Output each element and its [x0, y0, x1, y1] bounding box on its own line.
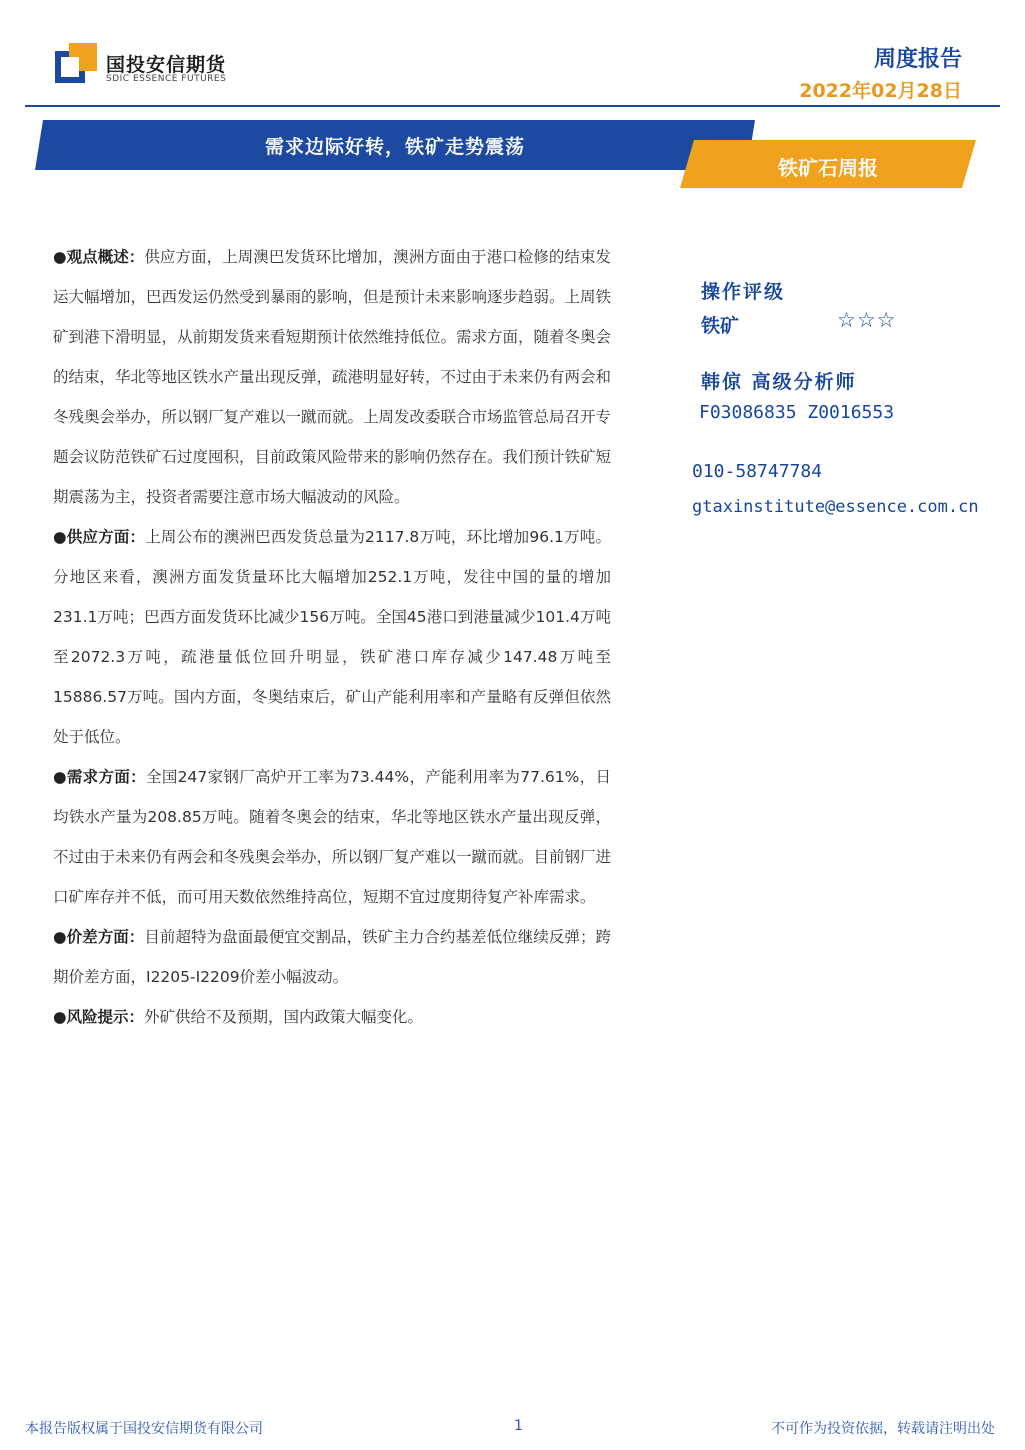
section-risk [53, 997, 611, 1037]
brand-name-en: SDIC ESSENCE FUTURES [106, 74, 227, 84]
company-logo-icon [55, 43, 97, 83]
section-spread [53, 917, 611, 997]
header-divider [25, 105, 1000, 107]
report-type: 周度报告 [873, 47, 962, 72]
brand-name-cn: 国投安信期货 [106, 54, 227, 76]
contact-phone: 010-58747784 [692, 461, 823, 482]
section-label: ●价差方面： [53, 928, 145, 946]
footer-disclaimer: 不可作为投资依据，转载请注明出处 [771, 1421, 995, 1437]
rating-item: 铁矿 [701, 315, 740, 337]
section-label: ●需求方面： [53, 768, 146, 786]
section-label: ●供应方面： [53, 528, 146, 546]
report-date: 2022年02月28日 [799, 80, 962, 102]
section-supply [53, 517, 611, 757]
report-title: 需求边际好转，铁矿走势震荡 [264, 136, 525, 158]
section-text: 供应方面，上周澳巴发货环比增加，澳洲方面由于港口检修的结束发运大幅增加，巴西发运仍然受到暴雨的影响，但是预计未来影响逐步趋弱。上周铁矿到港下滑明显，从前期发货来看短期预计依然维持低位。需求方面，随着冬奥会的结束，华北等地区铁水产量出现反弹，疏港明显好转，不过由于未来仍有两会和冬残奥会举办，所以钢厂复产难以一蹴而就。上周发改委联合市场监管总局召开专题会议防范铁矿石过度囤积，目前政策风险带来的影响仍然存在。我们预计铁矿短期震荡为主，投资者需要注意市场大幅波动的风险。 [53, 248, 612, 506]
section-text: 上周公布的澳洲巴西发货总量为2117.8万吨，环比增加96.1万吨。分地区来看，澳洲方面发货量环比大幅增加252.1万吨，发往中国的量的增加231.1万吨；巴西方面发货环比减少156万吨。全国45港口到港量减少101.4万吨至2072.3万吨，疏港量低位回升明显，铁矿港口库存减少147.48万吨至15886.57万吨。国内方面，冬奥结束后，矿山产能利用率和产量略有反弹但依然处于低位。 [53, 528, 611, 746]
analyst-license-ids: F03086835 Z0016553 [699, 402, 895, 423]
section-text: 全国247家钢厂高炉开工率为73.44%，产能利用率为77.61%，日均铁水产量为208.85万吨。随着冬奥会的结束，华北等地区铁水产量出现反弹，不过由于未来仍有两会和冬残奥会举办，所以钢厂复产难以一蹴而就。目前钢厂进口矿库存并不低，而可用天数依然维持高位，短期不宜过度期待复产补库需求。 [53, 768, 612, 906]
page-number: 1 [514, 1418, 523, 1434]
title-banner [35, 120, 755, 170]
category-tag [680, 140, 976, 188]
rating-stars-icon: ☆☆☆ [837, 308, 897, 332]
section-text: 目前超特为盘面最便宜交割品，铁矿主力合约基差低位继续反弹；跨期价差方面，I2205-I2209价差小幅波动。 [53, 928, 611, 986]
section-demand [53, 757, 611, 917]
footer-copyright: 本报告版权属于国投安信期货有限公司 [25, 1421, 263, 1437]
contact-email[interactable]: gtaxinstitute@essence.com.cn [692, 497, 979, 517]
section-label: ●观点概述： [53, 248, 145, 266]
report-body [53, 237, 611, 1037]
analyst-name: 韩倞 高级分析师 [701, 371, 857, 393]
section-overview [53, 237, 611, 517]
rating-title: 操作评级 [701, 281, 786, 303]
section-text: 外矿供给不及预期，国内政策大幅变化。 [144, 1008, 424, 1026]
category-tag-label: 铁矿石周报 [778, 156, 878, 180]
section-label: ●风险提示： [53, 1008, 145, 1026]
